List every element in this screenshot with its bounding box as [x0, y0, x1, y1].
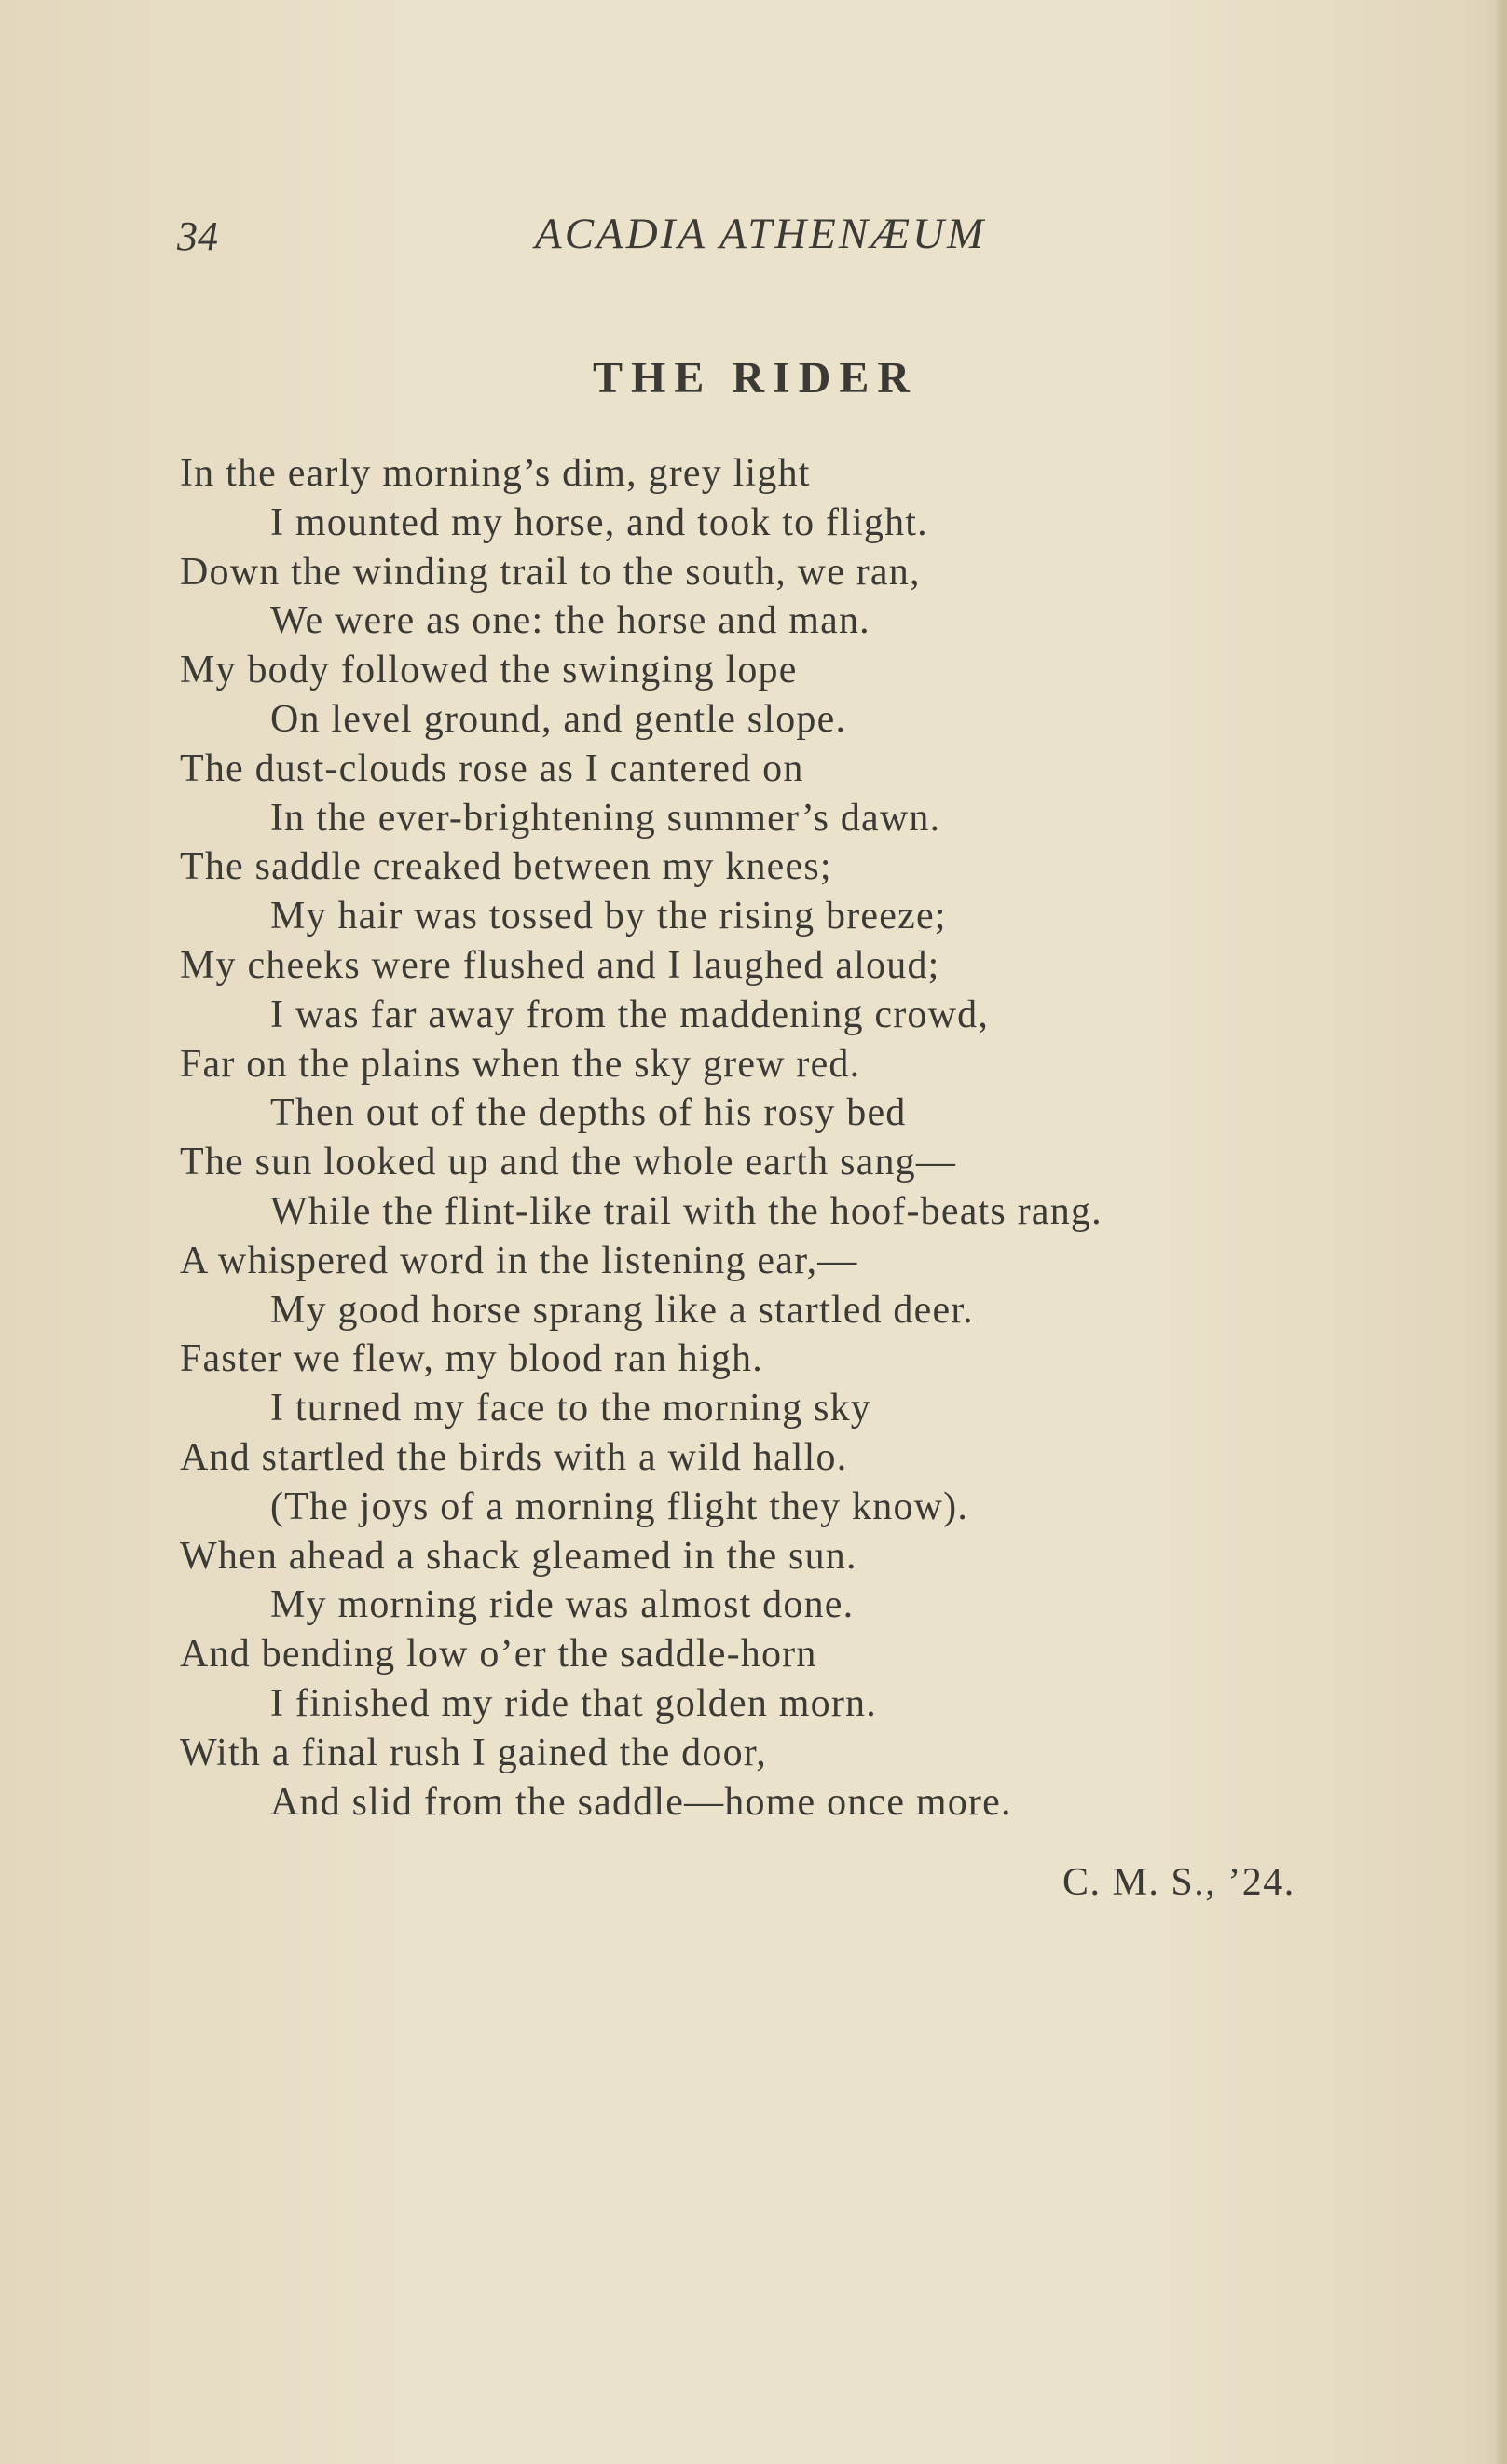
poem-line: On level ground, and gentle slope.: [270, 697, 847, 741]
poem-line: My morning ride was almost done.: [270, 1583, 855, 1627]
author-signature: C. M. S., ’24.: [1062, 1861, 1295, 1904]
poem-line: Down the winding trail to the south, we ran,: [180, 550, 921, 594]
poem-line: And startled the birds with a wild hallo.: [180, 1435, 848, 1479]
poem-line: We were as one: the horse and man.: [270, 599, 870, 643]
poem-line: A whispered word in the listening ear,—: [180, 1239, 858, 1282]
poem-line: My cheeks were flushed and I laughed aloud;: [180, 943, 940, 987]
running-head: ACADIA ATHENÆUM: [535, 210, 987, 258]
poem-line: In the ever-brightening summer’s dawn.: [270, 796, 941, 840]
poem-line: While the flint-like trail with the hoof-beats rang.: [270, 1189, 1103, 1233]
poem-line: When ahead a shack gleamed in the sun.: [180, 1534, 857, 1578]
poem-line: And bending low o’er the saddle-horn: [180, 1633, 817, 1677]
poem-line: My good horse sprang like a startled deer.: [270, 1288, 974, 1332]
poem-line: Then out of the depths of his rosy bed: [270, 1091, 907, 1135]
poem-line: In the early morning’s dim, grey light: [180, 452, 811, 495]
poem-line: I turned my face to the morning sky: [270, 1387, 872, 1430]
poem-line: My body followed the swinging lope: [180, 649, 798, 692]
poem-title: THE RIDER: [593, 353, 919, 403]
poem-line: And slid from the saddle—home once more.: [270, 1780, 1012, 1824]
poem-body: [180, 449, 1391, 1827]
poem-line: The dust-clouds rose as I cantered on: [180, 746, 804, 790]
poem-line: I finished my ride that golden morn.: [270, 1681, 877, 1725]
poem-line: With a final rush I gained the door,: [180, 1731, 767, 1774]
poem-line: The saddle creaked between my knees;: [180, 845, 832, 889]
poem-line: Far on the plains when the sky grew red.: [180, 1042, 861, 1086]
poem-line: (The joys of a morning flight they know).: [270, 1485, 969, 1528]
poem-line: My hair was tossed by the rising breeze;: [270, 895, 947, 938]
poem-line: I was far away from the maddening crowd,: [270, 992, 990, 1036]
page-edge: [1496, 0, 1507, 2464]
poem-line: I mounted my horse, and took to flight.: [270, 500, 928, 544]
poem-line: Faster we flew, my blood ran high.: [180, 1337, 763, 1381]
poem-line: The sun looked up and the whole earth sang—: [180, 1141, 957, 1184]
page-number: 34: [177, 213, 218, 259]
